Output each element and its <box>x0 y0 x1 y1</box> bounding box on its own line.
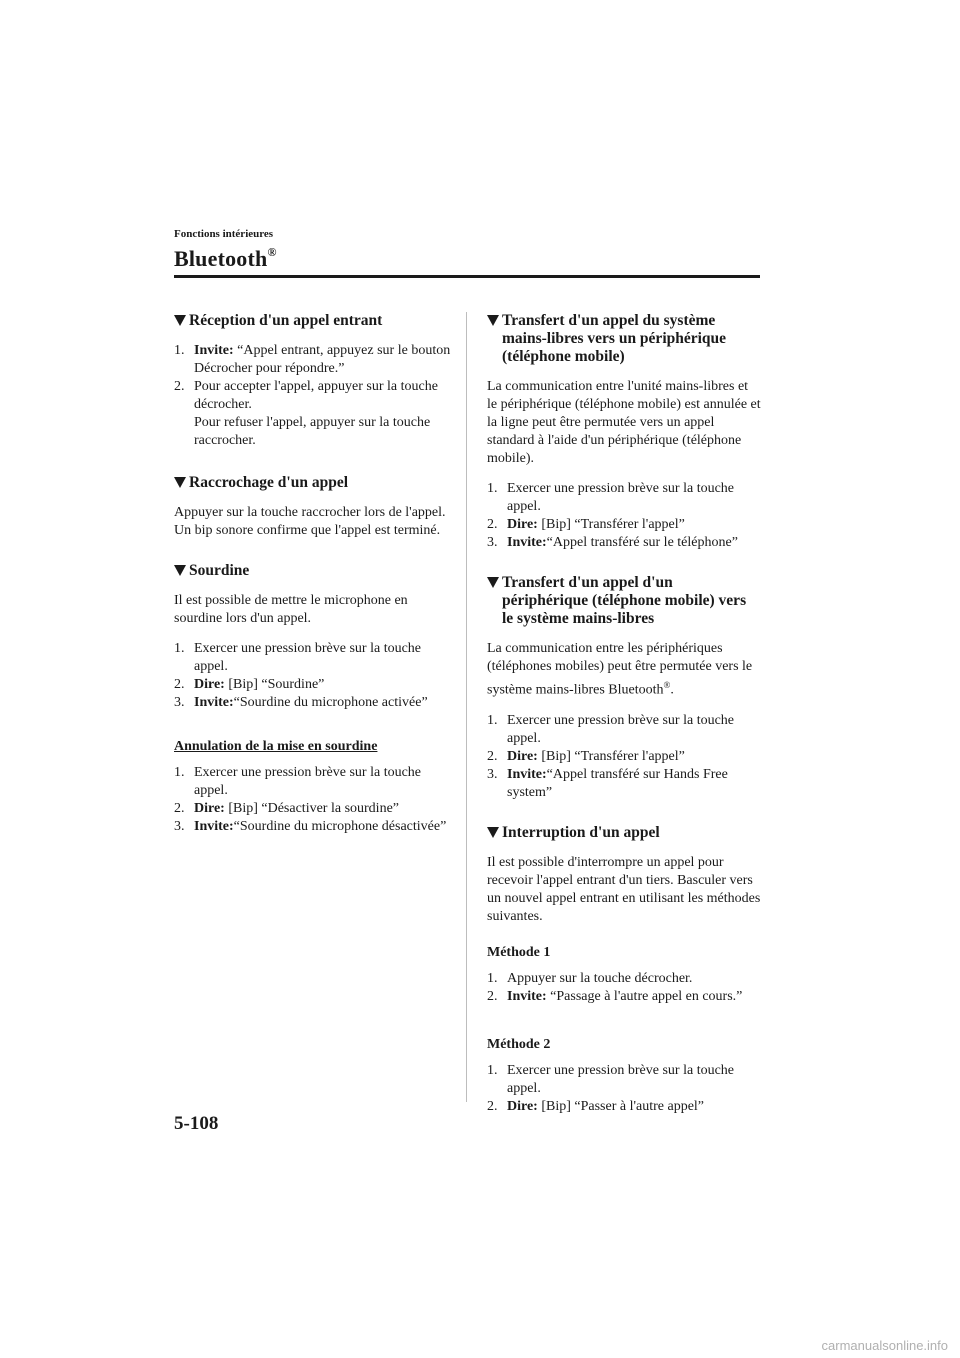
triangle-down-icon <box>174 565 186 576</box>
right-column <box>487 312 761 1134</box>
para-text: La communication entre les périphériques (téléphones mobiles) peut être permutée vers le système mains-libres Bluetooth <box>487 641 753 698</box>
step-text: Exercer une pression brève sur la touche appel. <box>507 712 735 746</box>
heading-text: Réception d'un appel entrant <box>189 312 383 329</box>
step <box>174 764 456 800</box>
page-header <box>174 228 759 272</box>
step-text: [Bip] “Transférer l'appel” <box>537 748 685 764</box>
step-keyword: Dire: <box>194 801 225 816</box>
registered-mark: ® <box>267 244 277 259</box>
step-number: 2. <box>487 517 498 532</box>
triangle-down-icon <box>487 827 499 838</box>
header-rule <box>174 275 760 278</box>
triangle-down-icon <box>174 477 186 488</box>
para-transfer-to-phone: La communication entre l'unité mains-libres et le périphérique (téléphone mobile) est annulée et la ligne peut être permutée vers un appel standard à l'aide d'un périphérique (téléphone mobile). <box>487 379 761 466</box>
registered-mark: ® <box>663 680 671 690</box>
steps-transfer-to-handsfree <box>487 712 761 802</box>
chapter-title <box>174 246 759 272</box>
heading-text: Transfert d'un appel du système mains-libres vers un périphérique (téléphone mobile) <box>502 312 727 365</box>
step <box>487 1098 761 1116</box>
step <box>487 712 761 748</box>
step-text: Pour accepter l'appel, appuyer sur la touche décrocher. <box>194 379 438 412</box>
step <box>487 970 761 988</box>
para-hangup: Appuyer sur la touche raccrocher lors de l'appel. Un bip sonore confirme que l'appel est terminé. <box>174 505 446 538</box>
step-text: “Sourdine du microphone activée” <box>233 695 428 710</box>
heading-hangup <box>174 474 456 492</box>
step-text: [Bip] “Passer à l'autre appel” <box>537 1098 705 1114</box>
steps-method-2 <box>487 1062 761 1116</box>
step <box>174 342 456 378</box>
step-number: 1. <box>487 970 498 986</box>
step-number: 2. <box>487 988 498 1004</box>
column-divider <box>466 312 467 1102</box>
step <box>174 378 456 414</box>
step-number: 2. <box>487 1098 498 1114</box>
section-label: Fonctions intérieures <box>174 228 274 240</box>
heading-reception <box>174 312 456 330</box>
steps-unmute <box>174 764 456 836</box>
step-number: 3. <box>487 535 498 550</box>
step-keyword: Dire: <box>507 1098 538 1114</box>
step-keyword: Invite: <box>507 766 547 782</box>
step-text: Exercer une pression brève sur la touche appel. <box>194 641 422 674</box>
step <box>174 640 456 676</box>
step-number: 1. <box>174 641 185 656</box>
step-text: “Appel transféré sur Hands Free system” <box>507 766 728 800</box>
triangle-down-icon <box>487 315 499 326</box>
step <box>487 988 761 1006</box>
step <box>174 818 456 836</box>
heading-transfer-to-handsfree <box>487 574 761 628</box>
step <box>174 694 456 712</box>
steps-transfer-to-phone <box>487 480 761 552</box>
step <box>174 800 456 818</box>
step-text: Exercer une pression brève sur la touche appel. <box>194 765 422 798</box>
para-end: . <box>670 682 674 698</box>
step-text: “Passage à l'autre appel en cours.” <box>546 988 743 1004</box>
heading-text: Interruption d'un appel <box>502 823 660 841</box>
step-number: 2. <box>174 379 185 394</box>
step-number: 1. <box>487 481 498 496</box>
step-text: “Sourdine du microphone désactivée” <box>233 819 447 834</box>
triangle-down-icon <box>174 315 186 326</box>
step-text: [Bip] “Transférer l'appel” <box>537 517 685 532</box>
triangle-down-icon <box>487 577 499 588</box>
para-mute: Il est possible de mettre le microphone en sourdine lors d'un appel. <box>174 593 408 626</box>
heading-transfer-to-phone <box>487 312 761 366</box>
page-number: 5-108 <box>174 1113 219 1134</box>
step <box>487 766 761 802</box>
step-number: 3. <box>174 695 185 710</box>
method-1-title: Méthode 1 <box>487 944 551 960</box>
step <box>487 480 761 516</box>
step-number: 2. <box>487 748 498 764</box>
heading-text: Transfert d'un appel d'un périphérique (téléphone mobile) vers le système mains-libres <box>502 574 747 627</box>
step-text: “Appel transféré sur le téléphone” <box>546 535 738 550</box>
step-keyword: Invite: <box>507 535 547 550</box>
step-keyword: Invite: <box>194 819 234 834</box>
step-text: Pour refuser l'appel, appuyer sur la touche raccrocher. <box>194 415 431 448</box>
step <box>174 676 456 694</box>
step-number: 1. <box>487 712 498 728</box>
left-column <box>174 312 456 854</box>
heading-text: Sourdine <box>189 562 250 579</box>
step-number: 1. <box>487 1062 498 1078</box>
step-keyword: Dire: <box>507 748 538 764</box>
watermark: carmanualsonline.info <box>821 1338 948 1353</box>
step-keyword: Dire: <box>507 517 538 532</box>
step <box>487 748 761 766</box>
step-text: [Bip] “Désactiver la sourdine” <box>224 801 399 816</box>
step <box>487 516 761 534</box>
step <box>487 1062 761 1098</box>
heading-interrupt <box>487 824 761 842</box>
steps-mute <box>174 640 456 712</box>
para-transfer-to-handsfree <box>487 640 761 700</box>
step-text: [Bip] “Sourdine” <box>224 677 325 692</box>
step-number: 1. <box>174 343 185 358</box>
heading-mute <box>174 562 456 580</box>
step-keyword: Dire: <box>194 677 225 692</box>
step-number: 1. <box>174 765 185 780</box>
step-keyword: Invite: <box>507 988 547 1004</box>
step-number: 3. <box>174 819 185 834</box>
para-interrupt: Il est possible d'interrompre un appel pour recevoir l'appel entrant d'un tiers. Basculer vers un nouvel appel entrant en utilisant les méthodes suivantes. <box>487 854 761 924</box>
step <box>174 414 456 450</box>
step-keyword: Invite: <box>194 695 234 710</box>
subheading-unmute: Annulation de la mise en sourdine <box>174 739 378 754</box>
method-2-title: Méthode 2 <box>487 1036 551 1052</box>
step-text: Appuyer sur la touche décrocher. <box>507 970 693 986</box>
step-keyword: Invite: <box>194 343 234 358</box>
step-number: 3. <box>487 766 498 782</box>
step <box>487 534 761 552</box>
steps-reception <box>174 342 456 450</box>
chapter-title-text: Bluetooth <box>174 246 268 271</box>
step-number: 2. <box>174 801 185 816</box>
step-number: 2. <box>174 677 185 692</box>
heading-text: Raccrochage d'un appel <box>189 474 349 491</box>
step-text: Exercer une pression brève sur la touche appel. <box>507 1062 735 1096</box>
step-text: “Appel entrant, appuyez sur le bouton Décrocher pour répondre.” <box>194 343 451 376</box>
step-text: Exercer une pression brève sur la touche appel. <box>507 481 735 514</box>
steps-method-1 <box>487 970 761 1006</box>
